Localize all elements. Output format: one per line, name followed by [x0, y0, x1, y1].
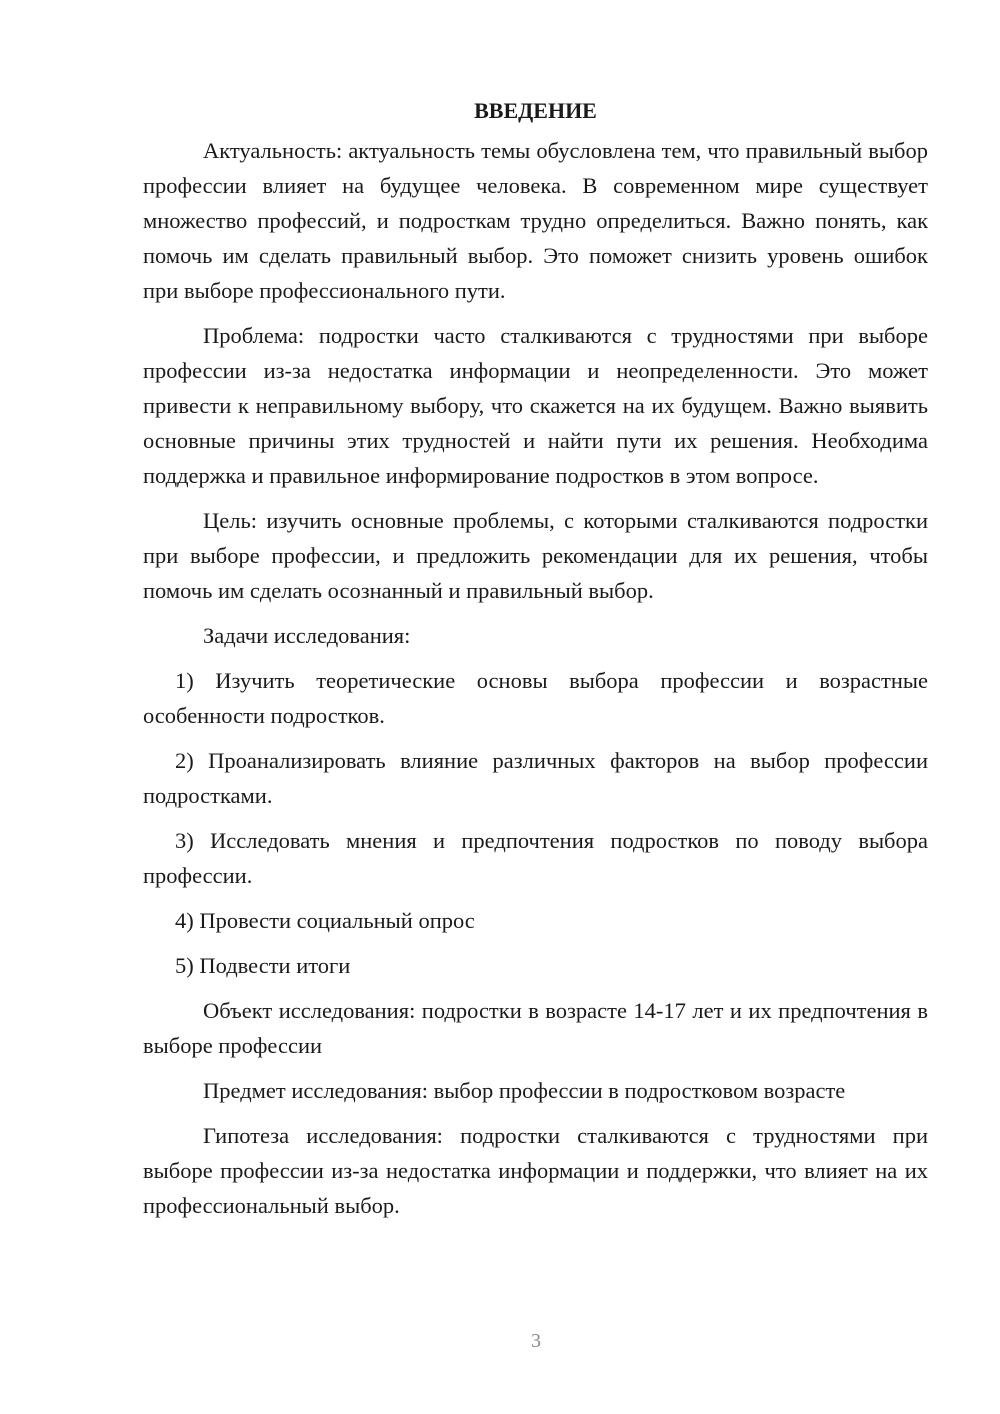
paragraph-relevance: Актуальность: актуальность темы обусловлена тем, что правильный выбор профессии влияет на будущее человека. В современном мире существует множество профессий, и подросткам трудно определиться. Важно понять, как помочь им сделать правильный выбор. Это поможет снизить уровень ошибок при выборе профессионального пути.: [143, 138, 928, 303]
page-number: 3: [531, 1330, 541, 1352]
paragraph-tasks-title: Задачи исследования:: [203, 623, 411, 648]
paragraph-object: Объект исследования: подростки в возрасте 14-17 лет и их предпочтения в выборе профессии: [143, 998, 928, 1058]
task-item-4: 4) Провести социальный опрос: [175, 908, 475, 933]
paragraph-hypothesis: Гипотеза исследования: подростки сталкиваются с трудностями при выборе профессии из-за недостатка информации и поддержки, что влияет на их профессиональный выбор.: [143, 1123, 928, 1218]
paragraph-subject: Предмет исследования: выбор профессии в подростковом возрасте: [203, 1078, 846, 1103]
paragraph-goal: Цель: изучить основные проблемы, с которыми сталкиваются подростки при выборе профессии, и предложить рекомендации для их решения, чтобы помочь им сделать осознанный и правильный выбор.: [143, 508, 928, 603]
paragraph-problem: Проблема: подростки часто сталкиваются с трудностями при выборе профессии из-за недостатка информации и неопределенности. Это может привести к неправильному выбору, что скажется на их будущем. Важно выявить основные причины этих трудностей и найти пути их решения. Необходима поддержка и правильное информирование подростков в этом вопросе.: [143, 323, 928, 488]
section-heading: ВВЕДЕНИЕ: [474, 98, 597, 123]
document-body: [143, 93, 928, 1233]
task-item-5: 5) Подвести итоги: [175, 953, 351, 978]
task-item-2: 2) Проанализировать влияние различных факторов на выбор профессии подростками.: [143, 748, 928, 808]
task-item-3: 3) Исследовать мнения и предпочтения подростков по поводу выбора профессии.: [143, 828, 928, 888]
task-item-1: 1) Изучить теоретические основы выбора профессии и возрастные особенности подростков.: [143, 668, 928, 728]
